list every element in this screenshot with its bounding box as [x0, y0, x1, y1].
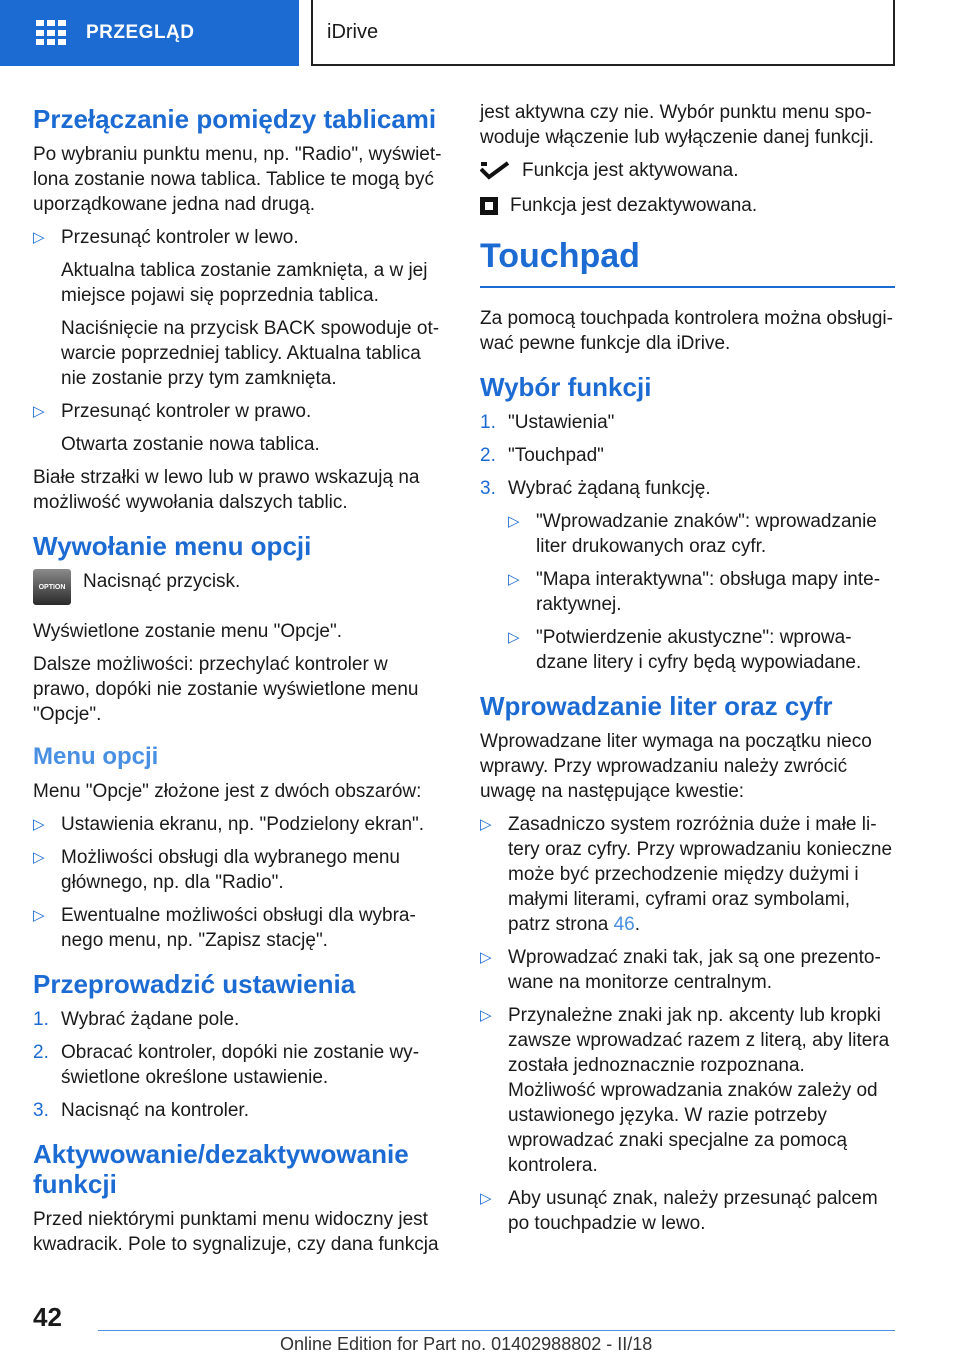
paragraph: Za pomocą touchpada kontrolera można obsługiwać pewne funkcje dla iDrive. [480, 308, 893, 354]
list-item: ▷ Przesunąć kontroler w lewo. [33, 227, 299, 248]
grid-icon [36, 20, 66, 46]
nested-list [480, 509, 895, 675]
heading-select-function: Wybór funkcji [480, 372, 652, 402]
option-instruction [33, 569, 445, 605]
checkbox-icon [480, 197, 498, 215]
page-header [0, 0, 960, 66]
chapter-tab [311, 0, 895, 66]
list-subtext: Aktualna tablica zostanie zamknięta, a w jej miejsce pojawi się poprzednia tablica. [61, 260, 428, 306]
list-item: ▷ Przesunąć kontroler w prawo. [33, 401, 312, 422]
numbered-item: 2. Obracać kontroler, dopóki nie zostanie wyświetlone określone ustawienie. [33, 1042, 420, 1088]
numbered-item: 3. Wybrać żądaną funkcję. [480, 478, 711, 499]
check-icon [480, 161, 510, 181]
bullet-triangle-icon: ▷ [33, 403, 45, 420]
list-item: ▷ Aby usunąć znak, należy przesunąć palcem po touchpadzie w lewo. [480, 1188, 878, 1234]
chapter-label: iDrive [327, 20, 379, 43]
symbol-active-row: Funkcja jest aktywowana. [480, 158, 895, 183]
paragraph: Dalsze możliwości: przechylać kontroler w prawo, dopóki nie zostanie wyświetlone menu "Opcje". [33, 654, 419, 725]
heading-settings: Przeprowadzić ustawienia [33, 969, 356, 999]
paragraph: Nacisnąć przycisk. [83, 571, 241, 592]
section-label: PRZEGLĄD [86, 22, 195, 43]
list-item: ▷ Ustawienia ekranu, np. "Podzielony ekran". [33, 814, 425, 835]
list-item: ▷ Ewentualne możliwości obsługi dla wybranego menu, np. "Zapisz stację". [33, 905, 416, 951]
list-item: ▷ "Potwierdzenie akustyczne": wprowadzane litery i cyfry będą wypowiadane. [508, 627, 862, 673]
bullet-triangle-icon: ▷ [508, 571, 520, 588]
heading-input-letters: Wprowadzanie liter oraz cyfr [480, 691, 833, 721]
list-subtext: Otwarta zostanie nowa tablica. [61, 434, 320, 455]
left-column [33, 100, 445, 1265]
symbol-inactive-row: Funkcja jest dezaktywowana. [480, 193, 895, 218]
paragraph: Białe strzałki w lewo lub w prawo wskazują na możliwość wywołania dalszych tablic. [33, 467, 420, 513]
numbered-item: 1. "Ustawienia" [480, 412, 615, 433]
footer-divider [98, 1330, 895, 1331]
option-button-icon: OPTION [33, 569, 71, 605]
bullet-triangle-icon: ▷ [33, 849, 45, 866]
heading-activate: Aktywowanie/dezaktywowanie funkcji [33, 1139, 409, 1199]
numbered-item: 3. Nacisnąć na kontroler. [33, 1100, 249, 1121]
right-column [480, 100, 895, 1244]
bullet-triangle-icon: ▷ [33, 816, 45, 833]
list-item: ▷ Zasadniczo system rozróżnia duże i małe litery oraz cyfry. Przy wprowadzaniu konieczne może być przechodzenie między dużymi i małymi literami, cyframi oraz symbolami, patrz strona 46. [480, 814, 893, 935]
bullet-triangle-icon: ▷ [480, 816, 492, 833]
heading-options-menu: Wywołanie menu opcji [33, 531, 312, 561]
section-tab-overview[interactable] [0, 0, 299, 66]
numbered-item: 2. "Touchpad" [480, 445, 604, 466]
bullet-triangle-icon: ▷ [508, 513, 520, 530]
list-item: ▷ "Mapa interaktywna": obsługa mapy interaktywnej. [508, 569, 881, 615]
paragraph: Przed niektórymi punktami menu widoczny jest kwadracik. Pole to sygnalizuje, czy dana funkcja [33, 1209, 439, 1255]
list-item: ▷ "Wprowadzanie znaków": wprowadzanie liter drukowanych oraz cyfr. [508, 511, 877, 557]
numbered-item: 1. Wybrać żądane pole. [33, 1009, 240, 1030]
heading-switch-boards: Przełączanie pomiędzy tablicami [33, 104, 437, 134]
footer-edition: Online Edition for Part no. 01402988802 - II/18 [280, 1334, 653, 1354]
heading-menu-options: Menu opcji [33, 743, 159, 770]
list-item: ▷ Wprowadzać znaki tak, jak są one prezentowane na monitorze centralnym. [480, 947, 881, 993]
bullet-triangle-icon: ▷ [33, 907, 45, 924]
bullet-triangle-icon: ▷ [480, 1190, 492, 1207]
paragraph: Wprowadzane liter wymaga na początku nieco wprawy. Przy wprowadzaniu należy zwrócić uwagę na następujące kwestie: [480, 731, 872, 802]
bullet-triangle-icon: ▷ [33, 229, 45, 246]
heading-touchpad: Touchpad [480, 236, 895, 288]
list-item: ▷ Przynależne znaki jak np. akcenty lub kropki zawsze wprowadzać razem z literą, aby litera została jednoznacznie rozpoznana. Możliwość wprowadzania znaków zależy od ustawionego języka. W razie potrzeby wprowadzać znaki specjalne za pomocą kontrolera. [480, 1005, 890, 1176]
page-number: 42 [33, 1302, 62, 1332]
paragraph: jest aktywna czy nie. Wybór punktu menu spowoduje włączenie lub wyłączenie danej funkcji. [480, 102, 874, 148]
bullet-triangle-icon: ▷ [480, 949, 492, 966]
bullet-triangle-icon: ▷ [480, 1007, 492, 1024]
page-link[interactable]: 46 [613, 914, 635, 935]
list-subtext: Naciśnięcie na przycisk BACK spowoduje otwarcie poprzedniej tablicy. Aktualna tablica nie zostanie przy tym zamknięta. [61, 318, 440, 389]
paragraph: Po wybraniu punktu menu, np. "Radio", wyświetlona zostanie nowa tablica. Tablice te mogą być uporządkowane jedna nad drugą. [33, 144, 442, 215]
list-item: ▷ Możliwości obsługi dla wybranego menu głównego, np. dla "Radio". [33, 847, 401, 893]
paragraph: Wyświetlone zostanie menu "Opcje". [33, 621, 343, 642]
bullet-triangle-icon: ▷ [508, 629, 520, 646]
paragraph: Menu "Opcje" złożone jest z dwóch obszarów: [33, 781, 422, 802]
